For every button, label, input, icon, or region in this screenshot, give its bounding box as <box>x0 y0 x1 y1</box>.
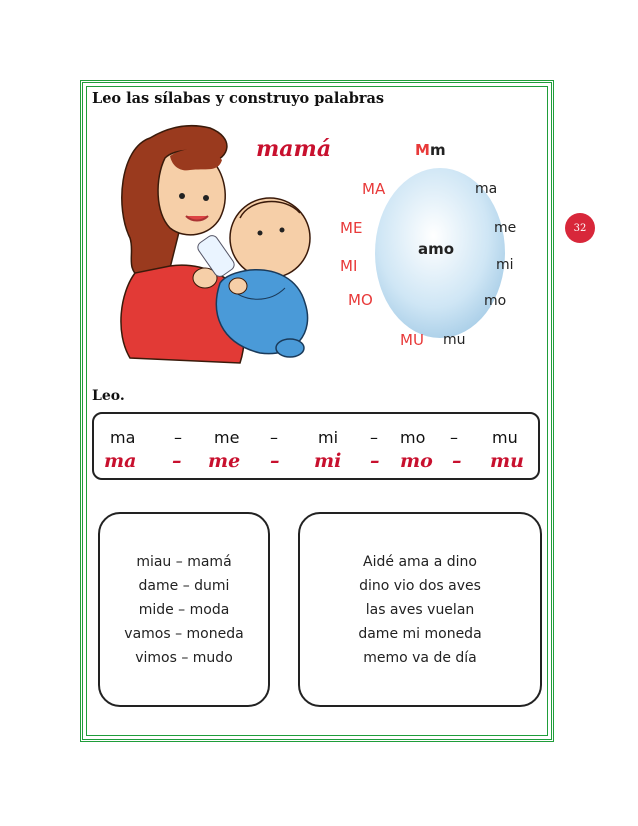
syllable-cursive: me <box>208 450 241 472</box>
syllable-separator: – <box>450 428 458 447</box>
syllable-separator: – <box>270 450 280 472</box>
wheel-lower-ma: ma <box>475 181 498 197</box>
sentence: memo va de día <box>363 649 477 666</box>
syllable-separator: – <box>452 450 462 472</box>
page-title: Leo las sílabas y construyo palabras <box>92 90 385 107</box>
word-pair: dame – dumi <box>138 577 230 594</box>
wheel-upper-mu: MU <box>400 331 424 349</box>
wheel-center-word: amo <box>418 240 455 258</box>
word-mama-part2: má <box>293 136 332 162</box>
wheel-upper-mi: MI <box>340 257 358 275</box>
syllable-separator: – <box>174 428 182 447</box>
syllable-print: me <box>214 428 240 447</box>
wheel-header-upper: M <box>415 141 430 159</box>
syllable-cursive: mi <box>314 450 342 472</box>
leo-label: Leo. <box>92 388 125 404</box>
page-number-badge: 32 <box>565 213 595 243</box>
wheel-upper-mo: MO <box>348 291 373 309</box>
word-mama <box>256 136 331 162</box>
syllable-print: ma <box>110 428 136 447</box>
wheel-lower-me: me <box>494 220 517 236</box>
syllable-box <box>92 412 540 480</box>
word-pair: miau – mamá <box>136 553 232 570</box>
syllable-separator: – <box>172 450 182 472</box>
sentence: Aidé ama a dino <box>363 553 477 570</box>
word-pair: mide – moda <box>138 601 230 618</box>
wheel-header-lower: m <box>430 141 446 159</box>
syllable-separator: – <box>370 450 380 472</box>
word-pair: vamos – moneda <box>124 625 244 642</box>
sentence: dino vio dos aves <box>359 577 481 594</box>
wheel-upper-me: ME <box>340 219 363 237</box>
sentence: dame mi moneda <box>358 625 482 642</box>
sentence: las aves vuelan <box>365 601 475 618</box>
sentences-box <box>298 512 542 707</box>
word-list-box <box>98 512 270 707</box>
wheel-lower-mo: mo <box>484 293 507 309</box>
word-mama-part1: ma <box>256 136 294 162</box>
syllable-cursive: ma <box>104 450 137 472</box>
wheel-upper-ma: MA <box>362 180 386 198</box>
syllable-cursive: mu <box>490 450 524 472</box>
syllable-separator: – <box>270 428 278 447</box>
word-pair: vimos – mudo <box>135 649 233 666</box>
syllable-print: mi <box>318 428 339 447</box>
syllable-cursive: mo <box>400 450 433 472</box>
syllable-print: mu <box>492 428 518 447</box>
syllable-print: mo <box>400 428 426 447</box>
wheel-lower-mi: mi <box>496 257 514 273</box>
syllable-separator: – <box>370 428 378 447</box>
wheel-lower-mu: mu <box>443 332 466 348</box>
